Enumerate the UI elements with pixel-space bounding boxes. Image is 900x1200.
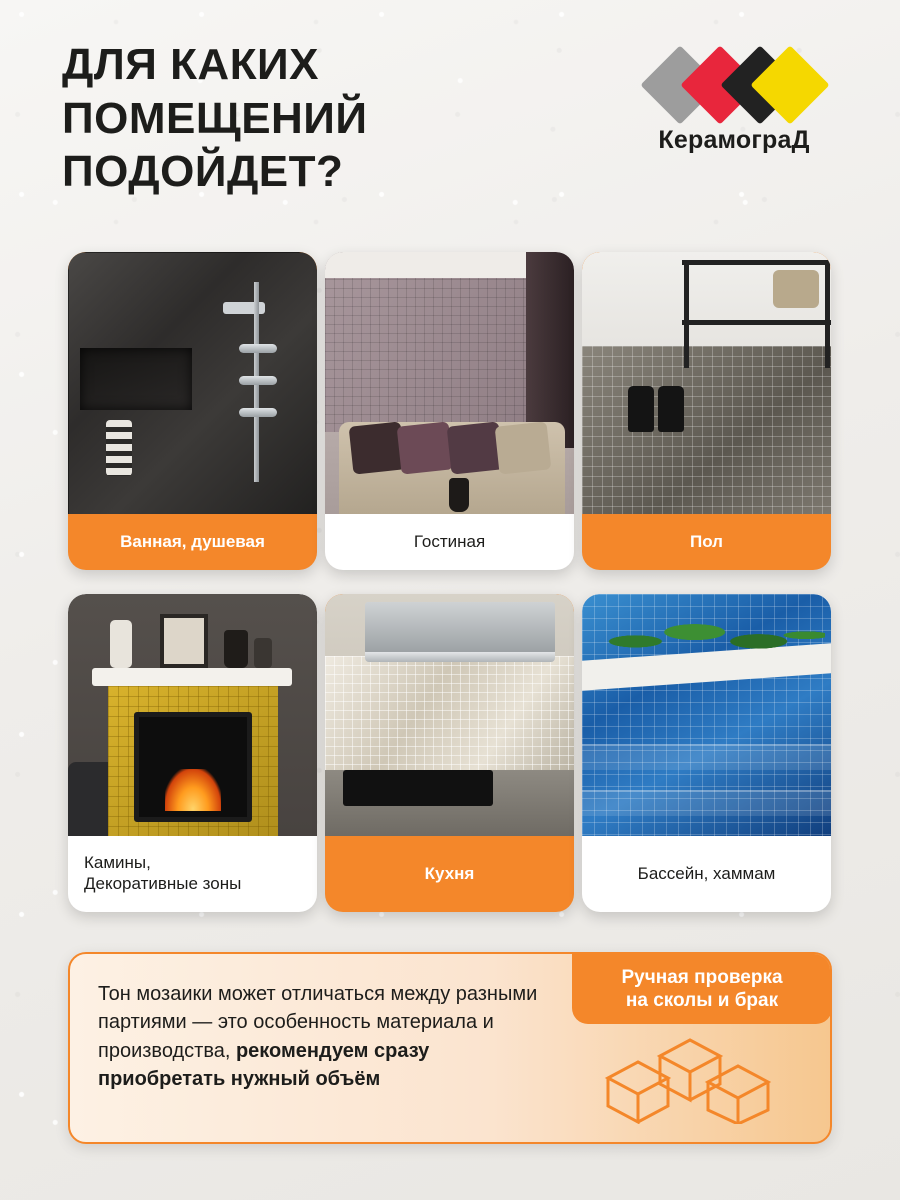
disclaimer-text-regular: Тон мозаики может отличаться между разными партиями — это особенность материала и производства,: [98, 983, 538, 1062]
card-caption-line1: Камины,: [84, 853, 151, 873]
card-bathroom[interactable]: [68, 252, 317, 570]
card-caption: Кухня: [424, 863, 475, 883]
page-title: ДЛЯ КАКИХ ПОМЕЩЕНИЙ ПОДОЙДЕТ?: [62, 40, 368, 197]
disclaimer-text-bold: рекомендуем сразу приобретать нужный объём: [98, 1039, 430, 1091]
photo-dark-mosaic-shower: [68, 252, 317, 514]
brand-logo: [634, 48, 834, 155]
card-row-2: [68, 594, 832, 912]
card-caption: [68, 836, 317, 912]
card-pool[interactable]: [582, 594, 831, 912]
photo-kitchen-backsplash: [325, 594, 574, 836]
card-floor[interactable]: [582, 252, 831, 570]
boxes-icon: [590, 1038, 780, 1124]
photo-mosaic-floor: [582, 252, 831, 514]
card-caption-line2: Декоративные зоны: [84, 874, 242, 893]
card-caption: Ванная, душевая: [120, 531, 265, 551]
photo-living-room-mosaic-wall: [325, 252, 574, 514]
photo-fireplace-yellow-mosaic: [68, 594, 317, 836]
header: [62, 38, 842, 208]
logo-wordmark: КерамограД: [658, 126, 810, 154]
logo-diamonds-icon: [634, 48, 834, 122]
disclaimer-text: [70, 954, 560, 1142]
card-living-room[interactable]: [325, 252, 574, 570]
card-row-1: [68, 252, 832, 570]
photo-blue-mosaic-pool: [582, 594, 831, 836]
card-caption: Бассейн, хаммам: [637, 863, 776, 883]
badge-line2: на сколы и брак: [625, 990, 779, 1011]
card-caption: Гостиная: [413, 531, 486, 551]
card-kitchen[interactable]: [325, 594, 574, 912]
room-card-grid: [68, 252, 832, 912]
card-fireplace[interactable]: [68, 594, 317, 912]
disclaimer-banner: [68, 952, 832, 1144]
badge-line1: Ручная проверка: [621, 966, 783, 988]
card-caption: Пол: [690, 531, 723, 551]
status-badge: [572, 954, 832, 1024]
quality-badge-area: [560, 954, 830, 1142]
